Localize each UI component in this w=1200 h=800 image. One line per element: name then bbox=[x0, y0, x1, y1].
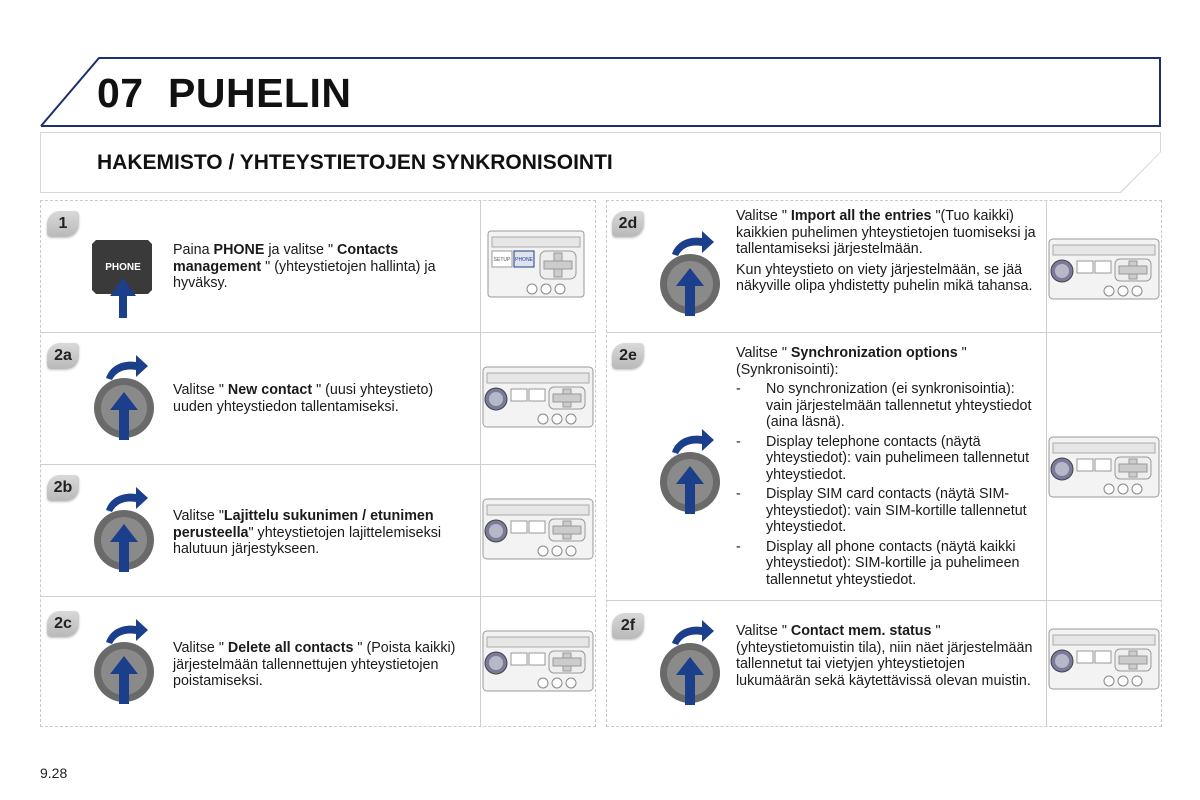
svg-text:PHONE: PHONE bbox=[515, 257, 533, 263]
phone-button-icon bbox=[92, 240, 154, 320]
step-badge: 2a bbox=[47, 343, 79, 369]
rotary-dial-icon bbox=[658, 424, 728, 516]
page-number: 9.28 bbox=[40, 765, 68, 781]
step-2a-text: Valitse " New contact " (uusi yhteystieto) uuden yhteystiedon tallentamiseksi. bbox=[173, 382, 434, 415]
console-thumbnail bbox=[488, 227, 584, 303]
chapter-title: PUHELIN bbox=[168, 70, 352, 116]
step-badge: 2c bbox=[47, 611, 79, 637]
list-item: - Display telephone contacts (näytä yhteystiedot): vain puhelimeen tallennetut yhteystiedot. bbox=[736, 433, 1030, 483]
console-thumbnail bbox=[483, 365, 593, 430]
divider bbox=[606, 600, 1162, 601]
divider bbox=[1046, 200, 1047, 727]
divider bbox=[40, 464, 596, 465]
step-2d-text: Valitse " Import all the entries "(Tuo kaikki) kaikkien puhelimen yhteystietojen tuomiseksi ja tallentamiseksi järjestelmään. Kun yhteystieto on viety järjestelmään, se jää näkyville olipa yhdistetty puhelin mikä tahansa. bbox=[736, 208, 1036, 294]
step-badge: 1 bbox=[47, 211, 79, 237]
chapter-number: 07 bbox=[97, 70, 144, 116]
rotary-dial-icon bbox=[658, 615, 728, 707]
rotary-dial-icon bbox=[92, 482, 162, 574]
console-thumbnail bbox=[1049, 627, 1159, 692]
step-2c-text: Valitse " Delete all contacts " (Poista kaikki) järjestelmään tallennettujen yhteystietojen poistamiseksi. bbox=[173, 640, 456, 689]
step-2b-text: Valitse "Lajittelu sukunimen / etunimen perusteella" yhteystietojen lajittelemiseksi halutuun järjestykseen. bbox=[173, 508, 442, 557]
divider bbox=[40, 332, 596, 333]
rotary-dial-icon bbox=[92, 614, 162, 706]
console-thumbnail bbox=[483, 497, 593, 562]
step-badge: 2b bbox=[47, 475, 79, 501]
step-2f-text: Valitse " Contact mem. status " (yhteystietomuistin tila), niin näet järjestelmään tallennetut tai vietyjen yhteystietojen lukumäärän sekä käytettävissä olevan muistin. bbox=[736, 623, 1033, 689]
list-item: - Display all phone contacts (näytä kaikki yhteystiedot): SIM-kortille ja puhelimeen tallennetut yhteystiedot. bbox=[736, 538, 1020, 588]
list-item: - Display SIM card contacts (näytä SIM-yhteystiedot): vain SIM-kortille tallennetut yhteystiedot. bbox=[736, 486, 1027, 535]
divider bbox=[606, 332, 1162, 333]
divider bbox=[480, 200, 481, 727]
console-thumbnail bbox=[1049, 435, 1159, 500]
section-title: HAKEMISTO / YHTEYSTIETOJEN SYNKRONISOINTI bbox=[97, 151, 613, 174]
svg-text:SETUP: SETUP bbox=[493, 257, 511, 263]
sync-options-list bbox=[736, 381, 1036, 588]
step-1-text: Paina PHONE ja valitse " Contacts management " (yhteystietojen hallinta) ja hyväksy. bbox=[173, 242, 436, 291]
console-thumbnail bbox=[1049, 237, 1159, 302]
divider bbox=[40, 596, 596, 597]
rotary-dial-icon bbox=[92, 350, 162, 442]
phone-button-label: PHONE bbox=[105, 262, 141, 273]
step-badge: 2d bbox=[612, 211, 644, 237]
step-2e-text: Valitse " Synchronization options " (Synkronisointi): - No synchronization (ei synkronisointia): vain järjestelmään tallennetut yhteystiedot (aina läsnä). - Display telephone contacts (näytä yhteystiedot): vain puhelimeen tallennetut yhteystiedot. - Display SIM card contacts (näytä SIM-yhteystiedot): vain SIM-kortille tallennetut yhteystiedot. - Display all phone contacts (näytä kaikki yhteystiedot): SIM-kortille ja puhelimeen tallennetut yhteystiedot. bbox=[736, 345, 1036, 588]
rotary-dial-icon bbox=[658, 226, 728, 318]
list-item: - No synchronization (ei synkronisointia): vain järjestelmään tallennetut yhteystiedot (aina läsnä). bbox=[736, 381, 1032, 430]
console-thumbnail bbox=[483, 629, 593, 694]
step-badge: 2f bbox=[612, 613, 644, 639]
step-badge: 2e bbox=[612, 343, 644, 369]
